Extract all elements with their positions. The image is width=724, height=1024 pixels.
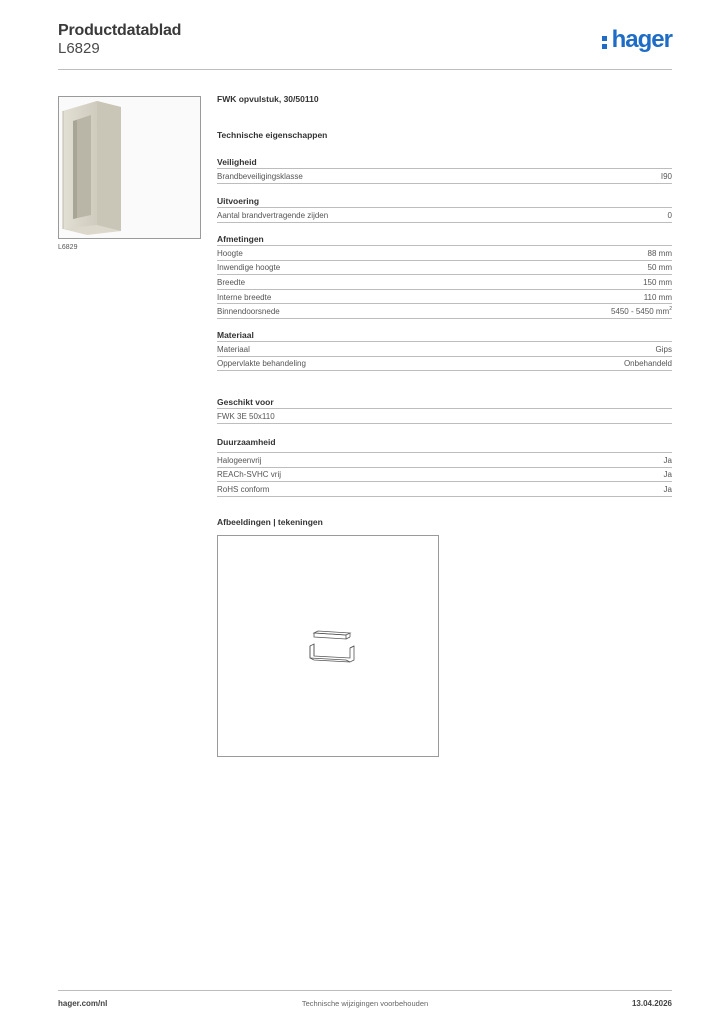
row-label: Halogeenvrij (217, 455, 262, 465)
table-row (217, 169, 672, 184)
footer-website-link[interactable]: hager.com/nl (58, 999, 108, 1008)
row-value: 0 (667, 210, 672, 220)
row-value: I90 (660, 171, 672, 181)
logo-colon-icon (601, 30, 611, 50)
table-row (217, 275, 672, 290)
table-sustainability (217, 452, 672, 497)
page-footer (58, 990, 672, 1020)
row-label: Hoogte (217, 248, 243, 258)
product-code: L6829 (58, 40, 100, 57)
table-dimensions (217, 245, 672, 319)
row-value: 150 mm (643, 277, 672, 287)
row-value-superscript: 2 (669, 306, 672, 313)
section-title-sustainability: Duurzaamheid (217, 437, 276, 447)
table-material (217, 341, 672, 371)
table-row (217, 342, 672, 357)
technical-drawing (217, 535, 439, 757)
row-value (611, 307, 672, 316)
row-value: Ja (663, 455, 672, 465)
row-value: 110 mm (643, 292, 672, 302)
table-row (217, 453, 672, 468)
table-design (217, 207, 672, 223)
row-label: Oppervlakte behandeling (217, 359, 306, 369)
logo-text: hager (611, 26, 672, 53)
section-title-material: Materiaal (217, 330, 254, 340)
table-row (217, 357, 672, 372)
table-row (217, 304, 672, 319)
thumbnail-caption: L6829 (58, 244, 78, 251)
row-value: 88 mm (647, 248, 672, 258)
section-title-suitable: Geschikt voor (217, 397, 274, 407)
row-value: Ja (663, 470, 672, 480)
section-title-drawings: Afbeeldingen | tekeningen (217, 517, 323, 527)
row-value-text: 5450 - 5450 mm (610, 307, 670, 317)
row-value: 50 mm (647, 263, 672, 273)
row-label: Breedte (217, 277, 246, 287)
row-value: Onbehandeld (623, 359, 672, 369)
section-title-design: Uitvoering (217, 196, 260, 206)
row-label: Interne breedte (217, 292, 272, 302)
product-photo-frame-icon (59, 97, 200, 238)
row-label: Binnendoorsnede (217, 307, 280, 317)
table-safety (217, 168, 672, 184)
table-row (217, 468, 672, 483)
hager-logo (601, 27, 672, 53)
row-value: Ja (663, 484, 672, 494)
table-row (217, 409, 672, 424)
row-label: Materiaal (217, 344, 250, 354)
product-header-block (217, 94, 672, 140)
table-row (217, 246, 672, 261)
table-row (217, 208, 672, 223)
table-row (217, 290, 672, 305)
line-drawing-filler-piece-icon (218, 536, 438, 756)
page-header (58, 22, 672, 70)
table-suitable (217, 408, 672, 424)
footer-disclaimer: Technische wijzigingen voorbehouden (301, 999, 429, 1008)
row-label: REACh-SVHC vrij (217, 470, 282, 480)
footer-date: 13.04.2026 (631, 999, 672, 1008)
row-label: Inwendige hoogte (217, 263, 281, 273)
row-label: Aantal brandvertragende zijden (217, 210, 329, 220)
section-title-safety: Veiligheid (217, 157, 257, 167)
row-label: FWK 3E 50x110 (217, 411, 275, 421)
document-title: Productdatablad (58, 22, 182, 39)
technical-properties-heading: Technische eigenschappen (217, 130, 328, 140)
product-thumbnail (58, 96, 201, 239)
row-label: Brandbeveiligingsklasse (217, 171, 303, 181)
row-value: Gips (655, 344, 672, 354)
table-row (217, 261, 672, 276)
table-row (217, 482, 672, 497)
product-name: FWK opvulstuk, 30/50110 (217, 94, 319, 104)
section-title-dimensions: Afmetingen (217, 234, 264, 244)
row-label: RoHS conform (217, 484, 270, 494)
